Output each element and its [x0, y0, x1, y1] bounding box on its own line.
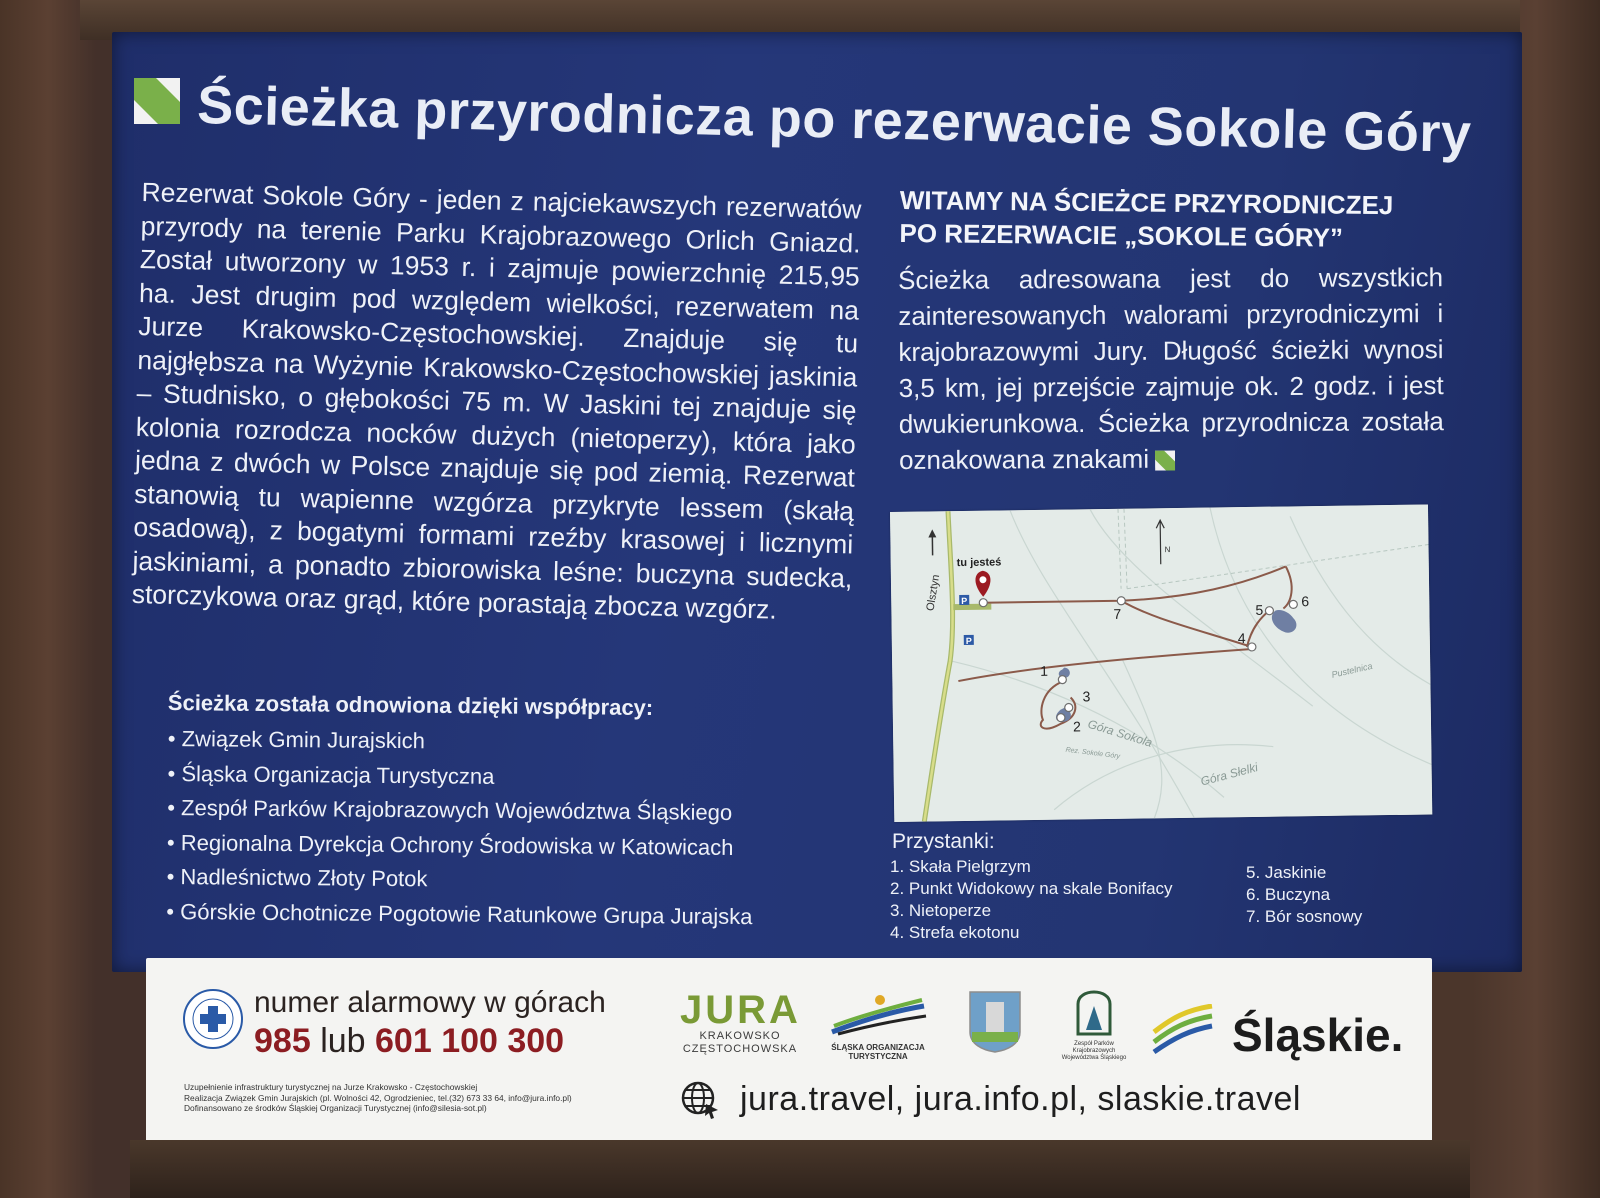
trail-marker-icon — [1155, 451, 1175, 471]
websites: jura.travel, jura.info.pl, slaskie.travel — [740, 1080, 1301, 1118]
list-item: 7. Bór sosnowy — [1246, 907, 1363, 926]
castle-emblem-icon — [966, 988, 1024, 1054]
map-label: Góra Sokola — [1086, 716, 1154, 750]
list-item: 2. Punkt Widokowy na skale Bonifacy — [890, 879, 1173, 898]
alarm-or: lub — [320, 1022, 366, 1060]
funding-note — [184, 1082, 572, 1114]
map-label: Pustelnica — [1330, 660, 1374, 680]
you-are-here-label: tu jesteś — [956, 556, 1002, 570]
trail-map — [890, 504, 1432, 821]
zpk-caption-1: Zespół Parków Krajobrazowych — [1072, 1041, 1116, 1054]
list-item: • Nadleśnictwo Złoty Potok — [166, 860, 752, 900]
intro-text: Rezerwat Sokole Góry - jeden z najciekawszych rezerwatów przyrody na terenie Parku Krajobrazowego Orlich Gniazd. Został utworzony w 1953 r. i zajmuje powierzchnię 215,95 ha. Jest drugim pod względem wielkości, rezerwatem na Jurze Krakowsko-Częstochowskiej. Znajduje się tu najgłębsza na Wyżynie Krakowsko-Częstochowskiej jaskinia – Studnisko, o głębokości 75 m. W Jaskini tej znajduje się kolonia rozrodcza nocków dużych (nietoperzy), która jako jedna z dwóch w Polsce znajduje się pod ziemią. Rezerwat stanowią tu wapienne wzgórza przykryte lessem (skałą osadową), z bogatymi formami rzeźby krasowej i licznymi jaskiniami, a ponadto zbiorowiska leśne: buczyna sudecka, storczykowa oraz grąd, które porastają zbocza wzgórz. — [131, 176, 862, 625]
sot-caption: ŚLĄSKA ORGANIZACJA TURYSTYCZNA — [831, 1043, 925, 1061]
map-label: Góra Słelki — [1199, 760, 1260, 789]
cooperation-heading: Ścieżka została odnowiona dzięki współpracy: — [167, 690, 654, 721]
jura-logo-sub2: CZĘSTOCHOWSKA — [682, 1043, 798, 1055]
board-title: Ścieżka przyrodnicza po rezerwacie Sokole Góry — [196, 74, 1473, 164]
parking-label-2: P — [965, 635, 972, 646]
trail-marker-icon — [134, 78, 180, 124]
list-item: 6. Buczyna — [1246, 885, 1331, 904]
zpk-logo — [1052, 990, 1136, 1062]
welcome-paragraph: Ścieżka adresowana jest do wszystkich zainteresowanych walorami przyrodniczymi i krajobrazowymi Jury. Długość ścieżki wynosi 3,5 km, jej przejście zajmuje ok. 2 godz. i jest dwukierunkowa. Ścieżka przyrodnicza została oznakowana znakami — [898, 262, 1444, 475]
welcome-text — [898, 259, 1444, 478]
list-item: 5. Jaskinie — [1246, 863, 1327, 882]
globe-icon — [680, 1080, 720, 1120]
bottom-beam — [130, 1140, 1470, 1198]
alarm-number-2: 601 100 300 — [375, 1022, 565, 1060]
funding-line-3: Dofinansowano ze środków Śląskiej Organizacji Turystycznej (info@silesia-sot.pl) — [184, 1103, 487, 1113]
stop-number: 7 — [1113, 605, 1122, 622]
list-item: 1. Skała Pielgrzym — [890, 857, 1031, 876]
stops-heading: Przystanki: — [892, 830, 995, 853]
parking-label-1: P — [961, 595, 968, 607]
welcome-heading — [899, 184, 1460, 256]
list-item: • Górskie Ochotnicze Pogotowie Ratunkowe Grupa Jurajska — [166, 894, 752, 934]
stop-number: 2 — [1072, 718, 1081, 735]
list-item: • Śląska Organizacja Turystyczna — [167, 756, 753, 796]
zpk-logo-icon — [1074, 990, 1114, 1036]
funding-line-1: Uzupełnienie infrastruktury turystycznej na Jurze Krakowsko - Częstochowskiej — [184, 1082, 478, 1092]
stops-list-left — [890, 856, 1173, 944]
welcome-heading-line1: WITAMY NA ŚCIEŻCE PRZYRODNICZEJ — [899, 184, 1394, 221]
list-item: 3. Nietoperze — [890, 901, 992, 920]
slaskie-logo-text: Śląskie. — [1232, 1009, 1404, 1061]
stop-number: 6 — [1301, 593, 1310, 610]
stop-number: 1 — [1040, 662, 1049, 679]
stop-number: 3 — [1082, 688, 1091, 705]
stops-list-right — [1246, 862, 1362, 928]
list-item: • Związek Gmin Jurajskich — [168, 722, 754, 762]
alarm-number-1: 985 — [254, 1022, 311, 1060]
zpk-caption-2: Województwa Śląskiego — [1061, 1055, 1127, 1061]
stop-number: 4 — [1237, 630, 1246, 647]
slaskie-logo-icon — [1152, 1004, 1214, 1056]
sot-logo — [808, 992, 948, 1061]
north-label: N — [1164, 545, 1171, 555]
cooperation-list — [166, 722, 754, 934]
jura-logo-sub1: KRAKOWSKO — [699, 1030, 781, 1042]
list-item: • Zespół Parków Krajobrazowych Województwa Śląskiego — [167, 791, 753, 831]
list-item: 4. Strefa ekotonu — [890, 923, 1020, 942]
list-item: • Regionalna Dyrekcja Ochrony Środowiska w Katowicach — [167, 825, 753, 865]
road-label: Olsztyn — [924, 573, 943, 612]
stop-number: 5 — [1255, 601, 1264, 618]
jura-logo-main: JURA — [680, 988, 801, 1032]
welcome-heading-line2: PO REZERWACIE „SOKOLE GÓRY” — [899, 217, 1344, 253]
jura-logo — [680, 990, 800, 1056]
alarm-numbers — [254, 1022, 564, 1061]
sot-logo-icon — [828, 992, 928, 1036]
mountain-rescue-icon — [182, 988, 244, 1050]
alarm-label: numer alarmowy w górach — [254, 986, 606, 1019]
map-label: Rez. Sokole Góry — [1065, 746, 1121, 761]
funding-line-2: Realizacja Związek Gmin Jurajskich (pl. Wolności 42, Ogrodzieniec, tel.(32) 673 33 64, info@jura.info.pl) — [184, 1092, 572, 1103]
